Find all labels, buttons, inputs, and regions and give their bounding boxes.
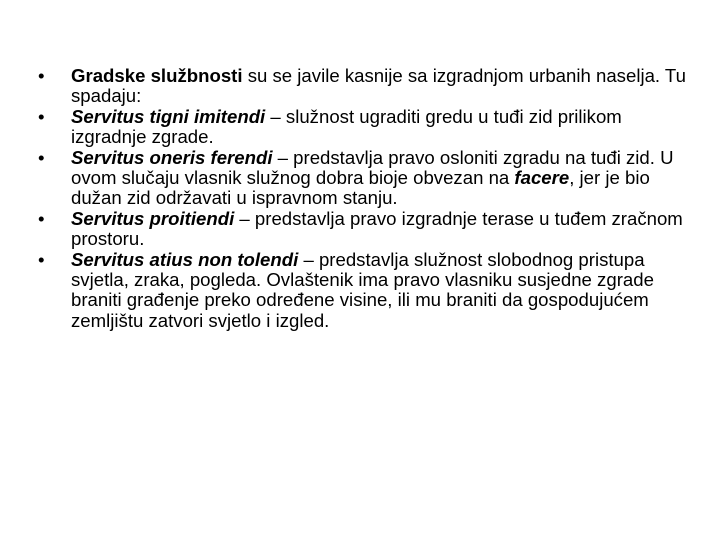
item-term: Servitus proitiendi (71, 207, 235, 229)
item-text-after: , jer je bio dužan zid održavati u ispravnom stanju. (71, 167, 650, 209)
list-item (38, 250, 688, 332)
item-term: Gradske službnosti (71, 65, 243, 86)
list-item (38, 107, 688, 148)
item-term: Servitus atius non tolendi (71, 248, 299, 270)
item-term: Servitus oneris ferendi (71, 146, 273, 168)
bullet-list (38, 66, 688, 331)
bullet-icon: • (38, 146, 45, 168)
list-item (38, 209, 688, 250)
bullet-icon: • (38, 207, 45, 229)
item-text-before: – predstavlja pravo osloniti zgradu na tuđi zid. U ovom slučaju vlasnik služnog dobra bioje obvezan na (71, 146, 674, 189)
item-text: – predstavlja služnost slobodnog pristupa svjetla, zraka, pogleda. Ovlaštenik ima pravo vlasniku susjedne zgrade braniti građenje preko određene visine, ili mu braniti da gospodujućem zemljištu zatvori svjetlo i izgled. (71, 248, 654, 331)
item-text: su se javile kasnije sa izgradnjom urbanih naselja. Tu spadaju: (71, 65, 686, 107)
item-text: – služnost ugraditi gredu u tuđi zid prilikom izgradnje zgrade. (71, 105, 622, 148)
bullet-icon: • (38, 65, 45, 86)
item-emphasis: facere (514, 167, 570, 189)
item-text: – predstavlja pravo izgradnje terase u tuđem zračnom prostoru. (71, 207, 683, 250)
list-item (38, 66, 688, 107)
bullet-icon: • (38, 105, 45, 127)
list-item (38, 148, 688, 209)
bullet-icon: • (38, 248, 45, 270)
item-term: Servitus tigni imitendi (71, 105, 266, 127)
